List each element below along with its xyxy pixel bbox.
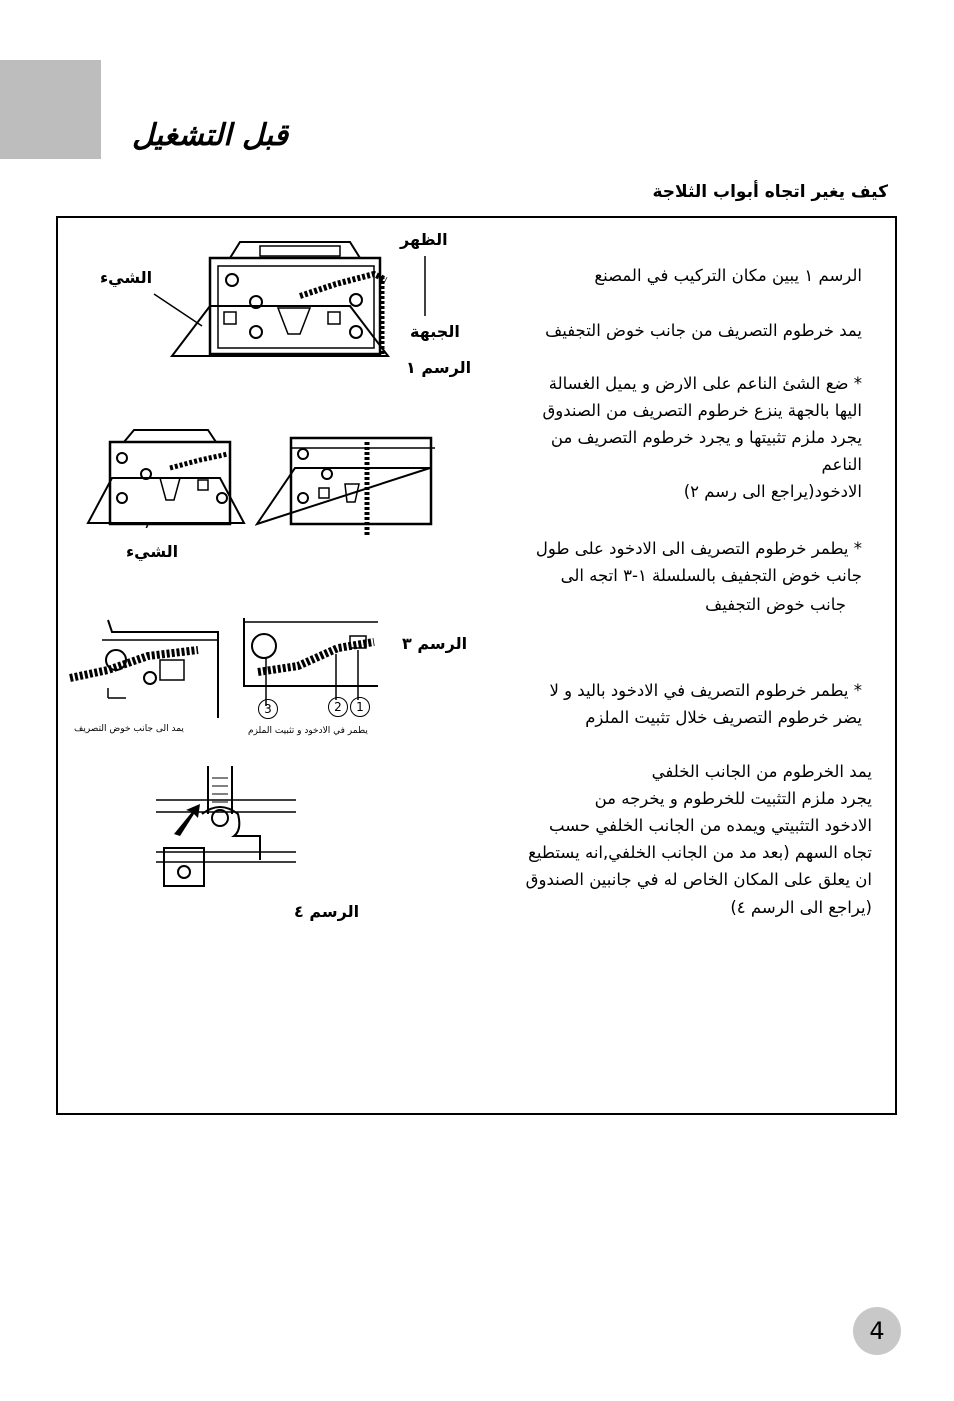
page-number: 4 [853,1307,901,1355]
text-line: * يطمر خرطوم التصريف الى الادخود على طول [535,539,862,558]
figure-2-left-illustration [80,428,250,528]
caption-right: يطمر في الادخود و تثبيت الملزم [248,726,368,736]
text-line: الناعم [821,455,862,474]
label-fig3: الرسم ٣ [402,634,468,653]
caption-left: يمد الى جانب خوض التصريف [74,724,184,734]
text-line: جانب خوض التجفيف [705,595,846,614]
text-line: يمد الخرطوم من الجانب الخلفي [651,762,872,781]
text-line: الادخود التثبيتي ويمده من الجانب الخلفي حسب [549,816,872,835]
text-line: يجرد ملزم التثبيت للخرطوم و يخرجه من [594,789,872,808]
label-object-1: الشيء [100,268,153,287]
text-line: ان يعلق على المكان الخاص له في جانبين الصندوق [525,870,872,889]
callout-2: 2 [328,697,348,717]
section-tab [0,60,101,159]
text-line: الرسم ١ يبين مكان التركيب في المصنع [594,266,862,285]
page-subtitle: كيف يغير اتجاه أبواب الثلاجة [652,182,888,202]
figure-2-right-illustration [255,428,440,538]
label-object-2: الشيء [126,542,179,561]
text-line: تجاه السهم (بعد مد من الجانب الخلفي,انه يستطيع [528,843,872,862]
figure-3-left-illustration [68,618,228,718]
leader-line [422,256,428,316]
text-line: (يراجع الى الرسم ٤) [730,898,872,917]
text-line: * يطمر خرطوم التصريف في الادخود باليد و لا [549,681,862,700]
callout-1: 1 [350,697,370,717]
label-fig1: الرسم ١ [406,358,472,377]
text-line: اليها بالجهة ينزع خرطوم التصريف من الصندوق [542,401,862,420]
text-line: * ضع الشئ الناعم على الارض و يميل الغسالة [548,374,862,393]
text-line: جانب خوض التجفيف بالسلسلة ١-٣ اتجه الى [560,566,862,585]
text-line: يمد خرطوم التصريف من جانب خوض التجفيف [545,321,862,340]
text-line: يضر خرطوم التصريف خلال تثبيت الملزم [585,708,862,727]
figure-4-illustration [150,764,300,898]
text-line: يجرد ملزم تثبيتها و يجرد خرطوم التصريف من [550,428,862,447]
leader-line [150,290,210,330]
label-side: الجبهة [410,322,460,341]
label-fig4: الرسم ٤ [294,902,360,921]
text-line: الادخود(يراجع الى رسم ٢) [683,482,862,501]
label-top: الظهر [400,230,448,249]
page-title: قبل التشغيل [132,118,289,153]
callout-3: 3 [258,699,278,719]
